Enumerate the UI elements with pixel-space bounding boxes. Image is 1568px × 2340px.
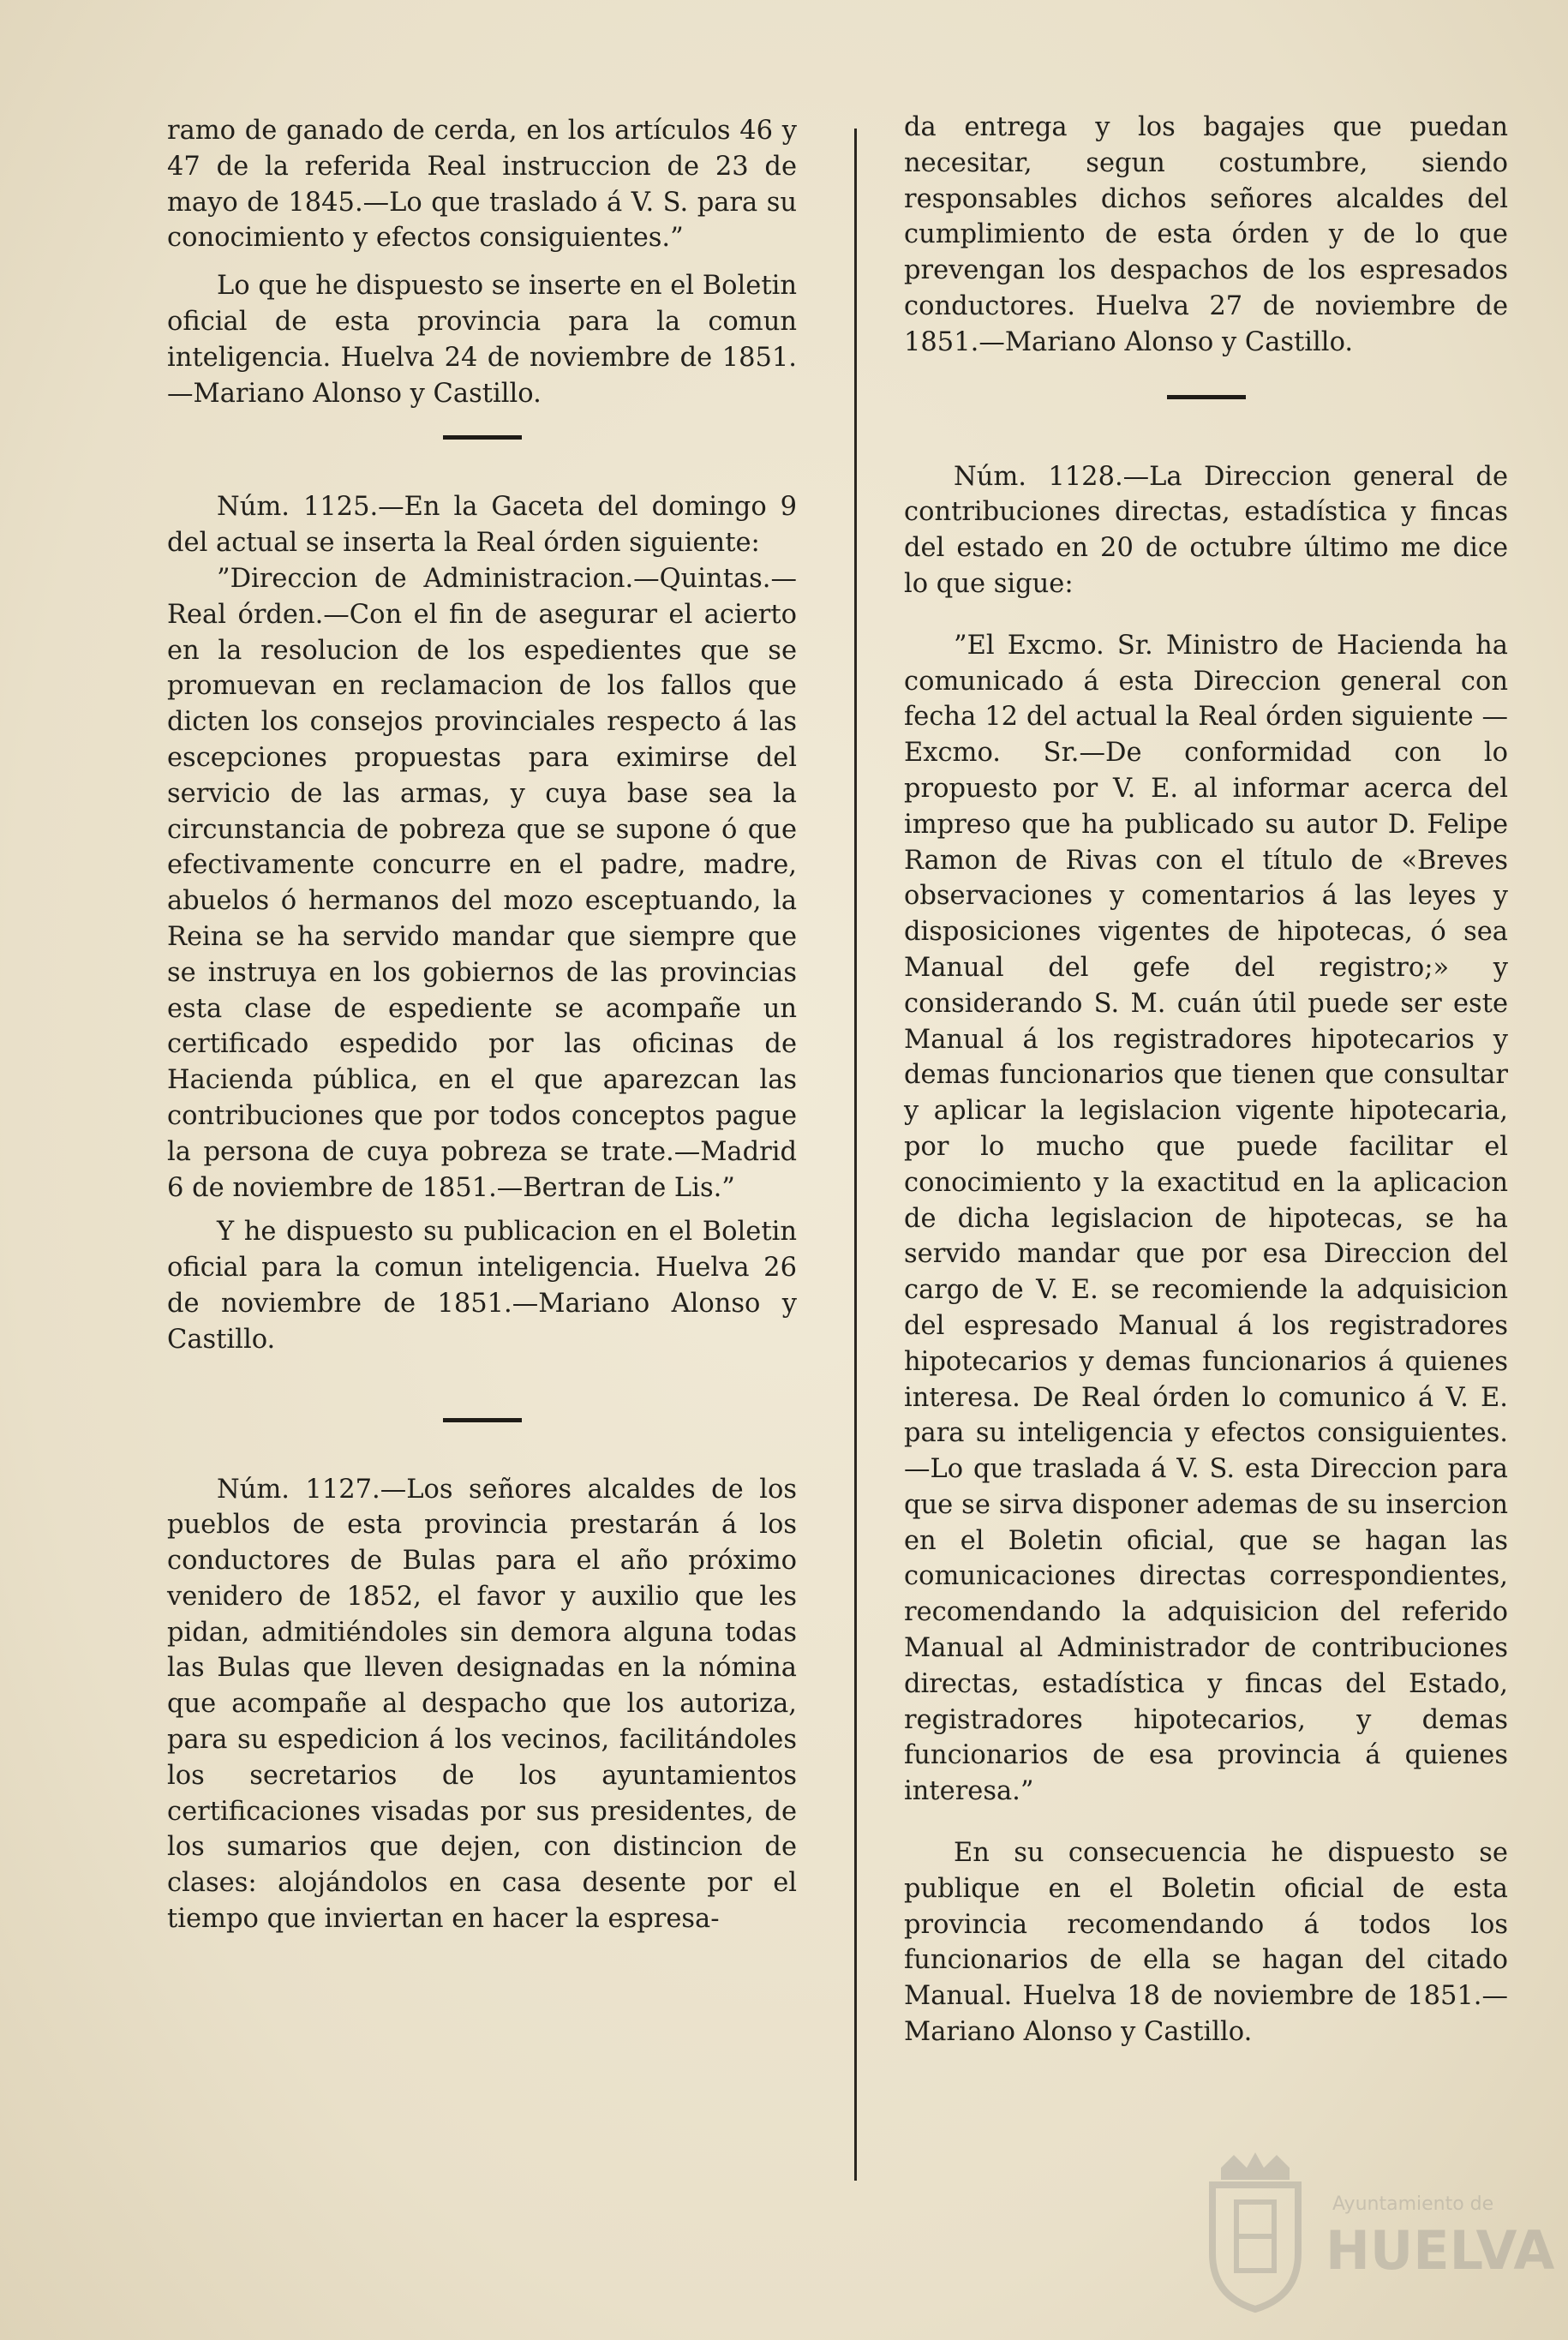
paragraph: ”Direccion de Administracion.—Quintas.—Real órden.—Con el fin de asegurar el acierto en la resolucion de los espedientes que se promuevan en reclamacion de los fallos que dicten los consejos provinciales respecto á las escepciones propuestas para eximirse del servicio de las armas, y cuya base sea la circunstancia de pobreza que se supone ó que efectivamente concurre en el padre, madre, abuelos ó hermanos del mozo esceptuando, la Reina se ha servido mandar que siempre que se instruya en los gobiernos de las provincias esta clase de espediente se acompañe un certificado espedido por las oficinas de Hacienda pública, en el que aparezcan las contribuciones que por todos conceptos pague la persona de cuya pobreza se trate.—Madrid 6 de noviembre de 1851.—Bertran de Lis.” xyxy=(167,563,797,1203)
watermark-title: HUELVA xyxy=(1326,2219,1555,2282)
paragraph: ramo de ganado de cerda, en los artículos 46 y 47 de la referida Real instruccion de 23 de mayo de 1845.—Lo que traslado á V. S. para su conocimiento y efectos consiguientes.” xyxy=(167,116,797,254)
left-column xyxy=(167,113,797,1937)
paragraph: Núm. 1127.—Los señores alcaldes de los pueblos de esta provincia prestarán á los conductores de Bulas para el año próximo venidero de 1852, el favor y auxilio que les pidan, admitiéndoles sin demora alguna todas las Bulas que lleven designadas en la nómina que acompañe al despacho que los autoriza, para su espedicion á los vecinos, facilitándoles los secretarios de los ayuntamientos certificaciones visadas por sus presidentes, de los sumarios que dejen, con distincion de clases: alojándolos en casa desente por el tiempo que inviertan en hacer la espresa- xyxy=(167,1474,797,1935)
paragraph: Y he dispuesto su publicacion en el Boletin oficial para la comun inteligencia. Huelva 26 de noviembre de 1851.—Mariano Alonso y Castillo. xyxy=(167,1217,797,1355)
paragraph: ”El Excmo. Sr. Ministro de Hacienda ha comunicado á esta Direccion general con fecha 12 del actual la Real órden siguiente —Excmo. Sr.—De conformidad con lo propuesto por V. E. al informar acerca del impreso que ha publicado su autor D. Felipe Ramon de Rivas con el título de «Breves observaciones y comentarios á las leyes y disposiciones vigentes de hipotecas, ó sea Manual del gefe del registro;» y considerando S. M. cuán útil puede ser este Manual á los registradores hipotecarios y demas funcionarios que tienen que consultar y aplicar la legislacion vigente hipotecaria, por lo mucho que puede facilitar el conocimiento y la exactitud en la aplicacion de dicha legislacion de hipotecas, se ha servido mandar que por esa Direccion del cargo de V. E. se recomiende la adquisicion del espresado Manual á los registradores hipotecarios y demas funcionarios á quienes interesa. De Real órden lo comunico á V. E. para su inteligencia y efectos consiguientes.—Lo que traslada á V. S. esta Direccion para que se sirva disponer ademas de su insercion en el Boletin oficial, que se hagan las comunicaciones directas correspondientes, recomendando la adquisicion del referido Manual al Administrador de contribuciones directas, estadística y fincas del Estado, registradores hipotecarios, y demas funcionarios de esa provincia á quienes interesa.” xyxy=(904,630,1508,1807)
right-column xyxy=(904,110,1508,2050)
section-divider xyxy=(443,435,522,440)
paragraph: En su consecuencia he dispuesto se publique en el Boletin oficial de esta provincia recomendando á todos los funcionarios de ella se hagan del citado Manual. Huelva 18 de noviembre de 1851.—Mariano Alonso y Castillo. xyxy=(904,1838,1508,2048)
section-divider xyxy=(1167,395,1246,399)
watermark-logo xyxy=(1195,2151,1555,2313)
huelva-coat-of-arms-icon xyxy=(1195,2151,1315,2313)
section-divider xyxy=(443,1418,522,1422)
paragraph: Núm. 1125.—En la Gaceta del domingo 9 del actual se inserta la Real órden siguiente: xyxy=(167,492,797,559)
paragraph: Núm. 1128.—La Direccion general de contribuciones directas, estadística y fincas del estado en 20 de octubre último me dice lo que sigue: xyxy=(904,461,1508,599)
column-divider xyxy=(854,129,857,2181)
watermark-subtitle: Ayuntamiento de xyxy=(1332,2193,1494,2215)
paragraph: Lo que he dispuesto se inserte en el Boletin oficial de esta provincia para la comun inteligencia. Huelva 24 de noviembre de 1851.—Mariano Alonso y Castillo. xyxy=(167,271,797,409)
paragraph: da entrega y los bagajes que puedan necesitar, segun costumbre, siendo responsables dichos señores alcaldes del cumplimiento de esta órden y de lo que prevengan los despachos de los espresados conductores. Huelva 27 de noviembre de 1851.—Mariano Alonso y Castillo. xyxy=(904,112,1508,357)
